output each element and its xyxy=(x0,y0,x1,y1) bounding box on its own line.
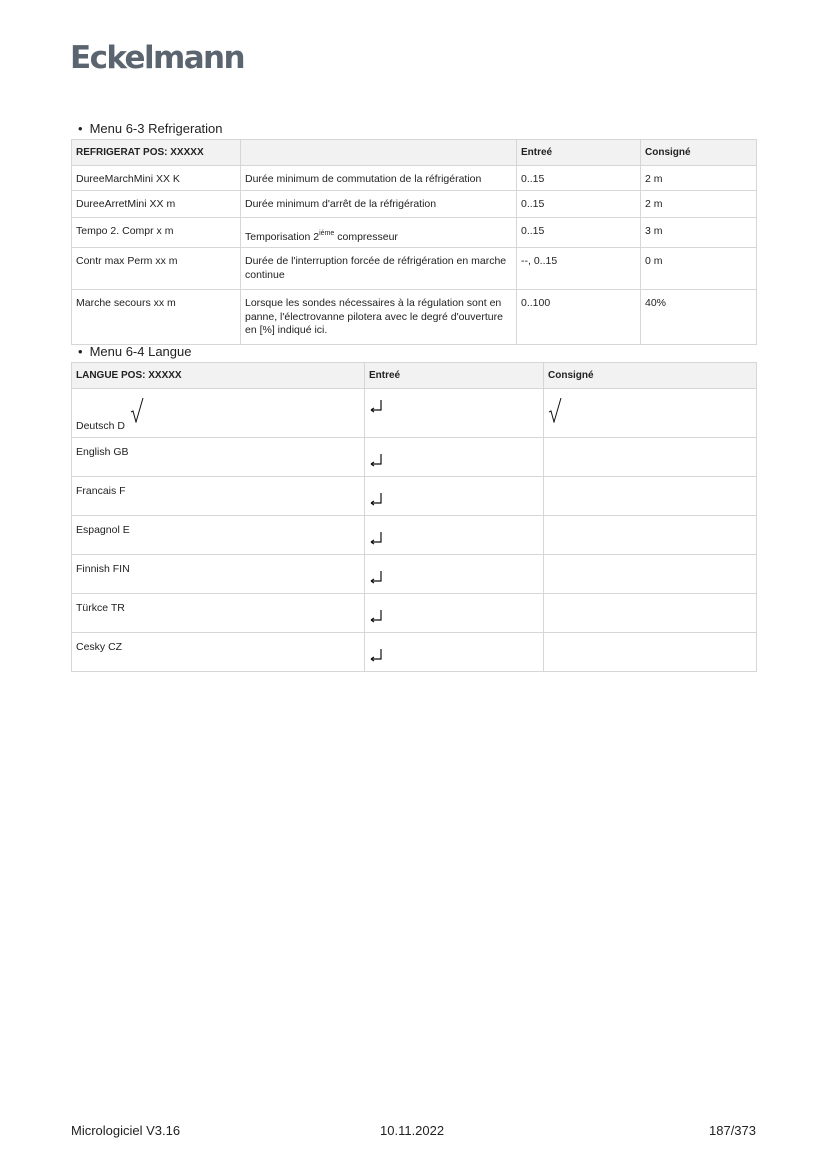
table-row xyxy=(72,516,757,555)
table-row xyxy=(72,190,757,217)
enter-key-icon[interactable] xyxy=(369,609,383,628)
enter-key-icon[interactable] xyxy=(369,648,383,667)
entree-cell xyxy=(365,477,544,516)
bullet: • xyxy=(78,121,83,136)
description-cell: Durée de l'interruption forcée de réfrigération en marche continue xyxy=(241,248,517,290)
eckelmann-logo: Eckelmann xyxy=(70,40,244,76)
langue-table xyxy=(71,362,757,672)
table-row xyxy=(72,389,757,438)
table-row xyxy=(72,555,757,594)
language-label: Finnish FIN xyxy=(76,563,130,575)
language-label: Deutsch D xyxy=(76,419,126,432)
param-cell: Marche secours xx m xyxy=(72,290,241,345)
entree-cell xyxy=(365,389,544,438)
footer-date: 10.11.2022 xyxy=(380,1123,445,1138)
enter-key-icon[interactable] xyxy=(369,531,383,550)
description-text-end: compresseur xyxy=(334,230,398,243)
language-cell xyxy=(72,477,365,516)
refrigeration-table xyxy=(71,139,757,345)
consigne-cell xyxy=(544,389,757,438)
entree-cell xyxy=(365,633,544,672)
language-label: Espagnol E xyxy=(76,524,130,536)
language-cell xyxy=(72,389,365,438)
entree-cell xyxy=(365,438,544,477)
entree-cell xyxy=(365,594,544,633)
description-cell xyxy=(241,217,517,248)
checkmark-icon xyxy=(548,397,562,428)
language-label: Francais F xyxy=(76,485,126,497)
bullet: • xyxy=(78,344,83,359)
section-title-text: Menu 6-4 Langue xyxy=(89,344,192,359)
param-cell: DureeArretMini XX m xyxy=(72,190,241,217)
section-title-text: Menu 6-3 Refrigeration xyxy=(89,121,223,136)
enter-key-icon[interactable] xyxy=(369,453,383,472)
table-row xyxy=(72,477,757,516)
entree-cell xyxy=(365,516,544,555)
header-param: REFRIGERAT POS: XXXXX xyxy=(72,140,241,166)
footer-software-version: Micrologiciel V3.16 xyxy=(71,1123,181,1138)
table-header-row xyxy=(72,140,757,166)
language-cell xyxy=(72,555,365,594)
section-title-refrigeration xyxy=(78,121,223,136)
enter-key-icon[interactable] xyxy=(369,399,383,418)
table-row xyxy=(72,633,757,672)
description-cell: Durée minimum d'arrêt de la réfrigération xyxy=(241,190,517,217)
consigne-cell xyxy=(544,555,757,594)
entree-cell xyxy=(365,555,544,594)
section-title-langue xyxy=(78,344,191,359)
param-cell: Contr max Perm xx m xyxy=(72,248,241,290)
entree-cell: 0..15 xyxy=(517,166,641,191)
language-cell xyxy=(72,633,365,672)
table-row xyxy=(72,290,757,345)
checkmark-icon xyxy=(130,397,144,428)
description-text: Temporisation 2 xyxy=(245,230,320,243)
consigne-cell: 40% xyxy=(641,290,757,345)
header-entree: Entreé xyxy=(517,140,641,166)
table-row xyxy=(72,166,757,191)
header-entree: Entreé xyxy=(365,363,544,389)
language-label: Türkce TR xyxy=(76,602,125,614)
consigne-cell xyxy=(544,633,757,672)
language-cell xyxy=(72,438,365,477)
description-superscript: iéme xyxy=(319,229,335,237)
entree-cell: 0..100 xyxy=(517,290,641,345)
table-header-row xyxy=(72,363,757,389)
language-cell xyxy=(72,594,365,633)
enter-key-icon[interactable] xyxy=(369,570,383,589)
header-consigne: Consigné xyxy=(641,140,757,166)
language-cell xyxy=(72,516,365,555)
header-consigne: Consigné xyxy=(544,363,757,389)
description-cell: Durée minimum de commutation de la réfrigération xyxy=(241,166,517,191)
entree-cell: 0..15 xyxy=(517,217,641,248)
table-row xyxy=(72,217,757,248)
consigne-cell: 2 m xyxy=(641,166,757,191)
table-row xyxy=(72,248,757,290)
consigne-cell: 3 m xyxy=(641,217,757,248)
param-cell: DureeMarchMini XX K xyxy=(72,166,241,191)
table-row xyxy=(72,438,757,477)
language-label: English GB xyxy=(76,446,129,458)
language-label: Cesky CZ xyxy=(76,641,123,653)
consigne-cell xyxy=(544,594,757,633)
description-cell: Lorsque les sondes nécessaires à la régulation sont en panne, l'électrovanne pilotera avec le degré d'ouverture en [%] indiqué ici. xyxy=(241,290,517,345)
enter-key-icon[interactable] xyxy=(369,492,383,511)
footer-page-number: 187/373 xyxy=(709,1123,756,1138)
consigne-cell xyxy=(544,438,757,477)
entree-cell: 0..15 xyxy=(517,190,641,217)
entree-cell: --, 0..15 xyxy=(517,248,641,290)
header-language: LANGUE POS: XXXXX xyxy=(72,363,365,389)
param-cell: Tempo 2. Compr x m xyxy=(72,217,241,248)
consigne-cell: 0 m xyxy=(641,248,757,290)
header-description xyxy=(241,140,517,166)
consigne-cell xyxy=(544,477,757,516)
table-row xyxy=(72,594,757,633)
consigne-cell xyxy=(544,516,757,555)
consigne-cell: 2 m xyxy=(641,190,757,217)
